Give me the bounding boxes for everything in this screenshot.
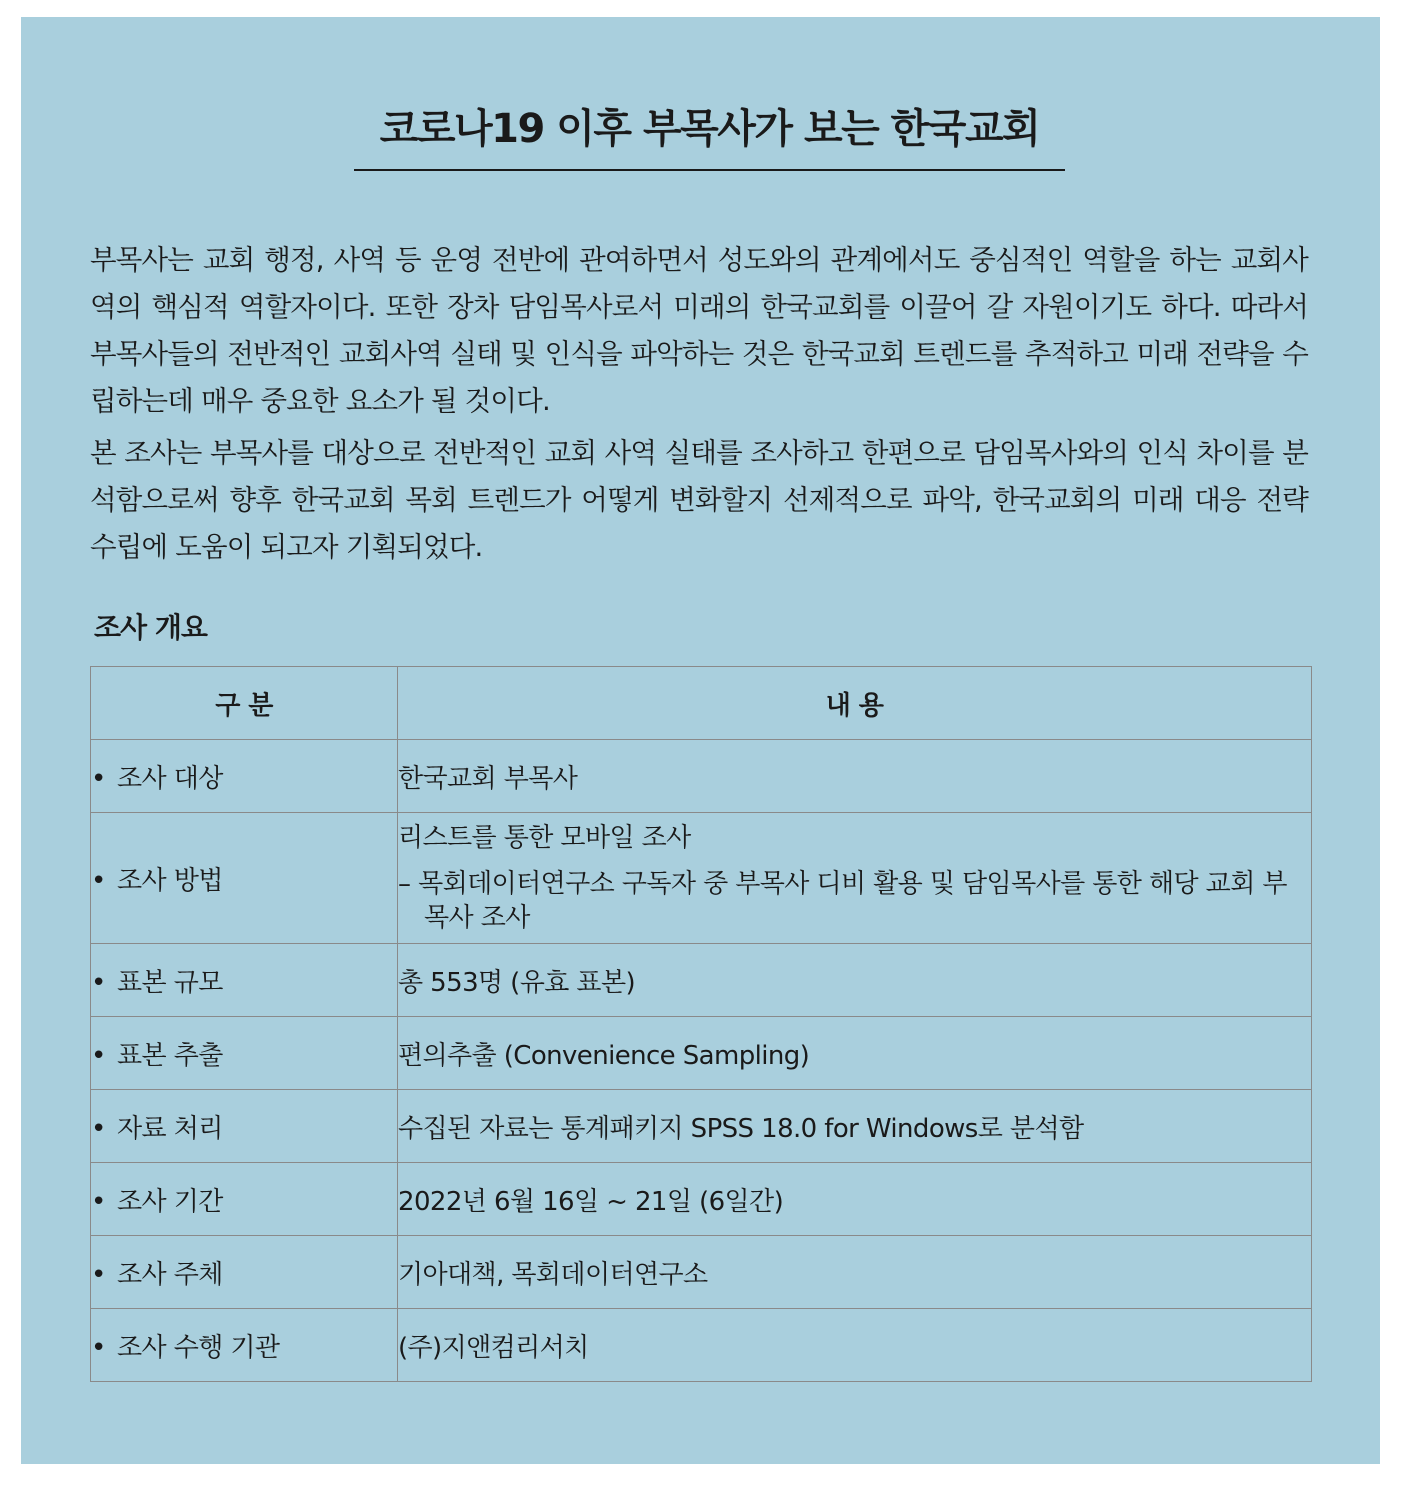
row-label-text: 조사 주체 [117,1259,223,1290]
row-value: 편의추출 (Convenience Sampling) [398,1017,1312,1090]
table-row [91,813,1312,944]
row-label-text: 표본 규모 [117,967,223,998]
overview-table [90,666,1312,1382]
row-label [91,1236,398,1309]
row-value-sub: – 목회데이터연구소 구독자 중 부목사 디비 활용 및 담임목사를 통한 해당 교회 부목사 조사 [398,869,1287,933]
row-label [91,1163,398,1236]
table-row [91,1017,1312,1090]
title-block [354,101,1065,171]
bullet-icon: • [91,1186,106,1217]
table-row [91,944,1312,1017]
row-label [91,1017,398,1090]
bullet-icon: • [91,1332,106,1363]
column-header-content: 내 용 [398,667,1312,740]
row-label-text: 자료 처리 [117,1113,223,1144]
column-header-category: 구 분 [91,667,398,740]
table-row [91,1309,1312,1382]
bullet-icon: • [91,1113,106,1144]
row-value: 기아대책, 목회데이터연구소 [398,1236,1312,1309]
bullet-icon: • [91,1040,106,1071]
document-panel [21,17,1380,1464]
row-label [91,813,398,944]
row-value [398,813,1312,944]
row-label [91,1309,398,1382]
row-label-text: 조사 기간 [117,1186,223,1217]
row-value: 2022년 6월 16일 ~ 21일 (6일간) [398,1163,1312,1236]
table-row [91,740,1312,813]
table-row [91,1163,1312,1236]
page-title: 코로나19 이후 부목사가 보는 한국교회 [379,106,1040,152]
bullet-icon: • [91,967,106,998]
row-label-text: 조사 방법 [117,865,223,896]
intro-paragraph-2: 본 조사는 부목사를 대상으로 전반적인 교회 사역 실태를 조사하고 한편으로 담임목사와의 인식 차이를 분석함으로써 향후 한국교회 목회 트렌드가 어떻게 변화할지 선제적으로 파악, 한국교회의 미래 대응 전략 수립에 도움이 되고자 기획되었다. [90,437,1308,563]
intro-paragraph-1: 부목사는 교회 행정, 사역 등 운영 전반에 관여하면서 성도와의 관계에서도 중심적인 역할을 하는 교회사역의 핵심적 역할자이다. 또한 장차 담임목사로서 미래의 한국교회를 이끌어 갈 자원이기도 하다. 따라서 부목사들의 전반적인 교회사역 실태 및 인식을 파악하는 것은 한국교회 트렌드를 추적하고 미래 전략을 수립하는데 매우 중요한 요소가 될 것이다. [90,244,1308,417]
row-value: 총 553명 (유효 표본) [398,944,1312,1017]
intro-text [90,237,1308,576]
table-header-row [91,667,1312,740]
bullet-icon: • [91,1259,106,1290]
table-row [91,1090,1312,1163]
row-label [91,740,398,813]
row-label-text: 조사 대상 [117,763,223,794]
row-value: 수집된 자료는 통계패키지 SPSS 18.0 for Windows로 분석함 [398,1090,1312,1163]
row-label [91,944,398,1017]
overview-heading: 조사 개요 [94,611,207,644]
row-value-main: 리스트를 통한 모바일 조사 [398,823,691,853]
bullet-icon: • [91,865,106,896]
row-value: (주)지앤컴리서치 [398,1309,1312,1382]
row-label-text: 조사 수행 기관 [117,1332,280,1363]
bullet-icon: • [91,763,106,794]
table-row [91,1236,1312,1309]
row-value: 한국교회 부목사 [398,740,1312,813]
row-label [91,1090,398,1163]
row-label-text: 표본 추출 [117,1040,223,1071]
